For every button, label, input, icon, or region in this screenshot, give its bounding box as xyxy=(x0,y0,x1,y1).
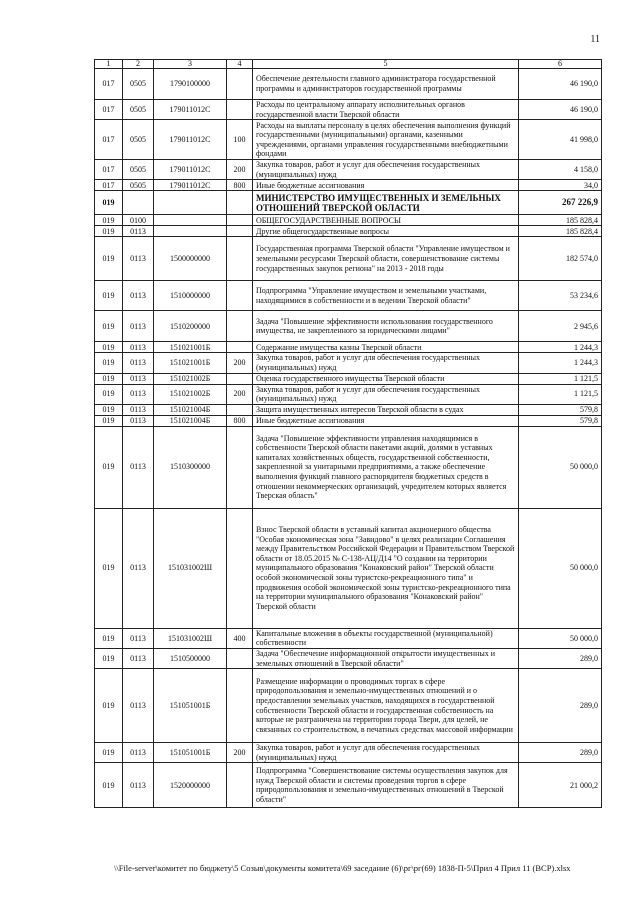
admin-code-cell: 019 xyxy=(95,342,123,353)
description-cell: Закупка товаров, работ и услуг для обеспечения государственных (муниципальных) нужд xyxy=(253,384,519,404)
description-cell: Другие общегосударственные вопросы xyxy=(253,226,519,237)
target-code-cell: 151031002Ш xyxy=(154,508,227,628)
target-code-cell: 151021004Б xyxy=(154,404,227,415)
header-row xyxy=(95,60,602,69)
table-row xyxy=(95,180,602,191)
section-code-cell: 0100 xyxy=(123,215,154,226)
expense-type-cell xyxy=(227,191,253,215)
amount-cell: 1 121,5 xyxy=(519,384,602,404)
amount-cell: 185 828,4 xyxy=(519,226,602,237)
admin-code-cell: 019 xyxy=(95,384,123,404)
table-row xyxy=(95,743,602,763)
section-code-cell: 0113 xyxy=(123,311,154,342)
expense-type-cell xyxy=(227,69,253,100)
section-code-cell: 0505 xyxy=(123,120,154,160)
admin-code-cell: 019 xyxy=(95,628,123,648)
target-code-cell: 1510200000 xyxy=(154,311,227,342)
admin-code-cell: 019 xyxy=(95,415,123,426)
admin-code-cell: 019 xyxy=(95,215,123,226)
description-cell: Подпрограмма "Управление имуществом и земельными участками, находящимися в собственности и в ведении Тверской области" xyxy=(253,281,519,311)
admin-code-cell: 019 xyxy=(95,353,123,373)
header-cell: 1 xyxy=(95,60,123,69)
table-row xyxy=(95,160,602,180)
table-row xyxy=(95,311,602,342)
target-code-cell: 1500000000 xyxy=(154,237,227,281)
amount-cell: 4 158,0 xyxy=(519,160,602,180)
description-cell: Взнос Тверской области в уставный капитал акционерного общества "Особая экономическая зона "Завидово" в целях реализации Соглашения между Правительством Российской Федерации и Правительством Тверской области от 18.05.2015 № С-138-АЦ/Д14 "О создании на территории муниципального образования "Конаковский район" Тверской области особой экономической зоны туристско-рекреационного типа" и продвижения особой экономической зоны туристско-рекреационного типа на территории муниципального образования "Конаковский район" Тверской области xyxy=(253,508,519,628)
amount-cell: 21 000,2 xyxy=(519,763,602,808)
target-code-cell: 151021002Б xyxy=(154,384,227,404)
table-row xyxy=(95,669,602,743)
target-code-cell: 151021004Б xyxy=(154,415,227,426)
target-code-cell: 151021002Б xyxy=(154,373,227,384)
expense-type-cell xyxy=(227,426,253,508)
target-code-cell xyxy=(154,215,227,226)
description-cell: Расходы по центральному аппарату исполнительных органов государственной власти Тверской области xyxy=(253,100,519,120)
expense-type-cell xyxy=(227,342,253,353)
section-code-cell: 0113 xyxy=(123,373,154,384)
description-cell: Задача "Обеспечение информационной открытости имущественных и земельных отношений в Тверской области" xyxy=(253,648,519,668)
expense-type-cell xyxy=(227,404,253,415)
description-cell: Оценка государственного имущества Тверской области xyxy=(253,373,519,384)
target-code-cell: 1510300000 xyxy=(154,426,227,508)
expense-type-cell: 200 xyxy=(227,743,253,763)
expense-type-cell: 800 xyxy=(227,415,253,426)
section-code-cell: 0113 xyxy=(123,226,154,237)
expense-type-cell xyxy=(227,237,253,281)
admin-code-cell: 019 xyxy=(95,404,123,415)
section-code-cell: 0505 xyxy=(123,100,154,120)
table-row xyxy=(95,100,602,120)
target-code-cell: 151031002Ш xyxy=(154,628,227,648)
expense-type-cell: 200 xyxy=(227,353,253,373)
table-row xyxy=(95,415,602,426)
amount-cell: 50 000,0 xyxy=(519,426,602,508)
amount-cell: 289,0 xyxy=(519,669,602,743)
target-code-cell: 179011012С xyxy=(154,180,227,191)
section-code-cell: 0113 xyxy=(123,353,154,373)
target-code-cell: 151021001Б xyxy=(154,353,227,373)
table-row xyxy=(95,237,602,281)
amount-cell: 1 244,3 xyxy=(519,342,602,353)
admin-code-cell: 019 xyxy=(95,508,123,628)
expense-type-cell: 800 xyxy=(227,180,253,191)
table-row xyxy=(95,281,602,311)
target-code-cell: 151051001Б xyxy=(154,669,227,743)
admin-code-cell: 019 xyxy=(95,648,123,668)
expense-type-cell xyxy=(227,100,253,120)
table-row xyxy=(95,215,602,226)
target-code-cell xyxy=(154,226,227,237)
table-row xyxy=(95,648,602,668)
admin-code-cell: 017 xyxy=(95,160,123,180)
description-cell: Задача "Повышение эффективности управления находящимися в собственности Тверской области пакетами акций, долями в уставных капиталах хозяйственных обществ, государственной собственности, закрепленной за унитарными предприятиями, а также обеспечение выполнения функций главного распорядителя бюджетных средств в отношении некоммерческих организаций, учредителем которых является Тверская область" xyxy=(253,426,519,508)
target-code-cell: 179011012С xyxy=(154,100,227,120)
table-row xyxy=(95,120,602,160)
expense-type-cell xyxy=(227,648,253,668)
header-cell: 6 xyxy=(519,60,602,69)
target-code-cell: 1520000000 xyxy=(154,763,227,808)
section-code-cell: 0113 xyxy=(123,342,154,353)
amount-cell: 34,0 xyxy=(519,180,602,191)
header-cell: 2 xyxy=(123,60,154,69)
header-cell: 4 xyxy=(227,60,253,69)
table-row xyxy=(95,384,602,404)
section-code-cell: 0113 xyxy=(123,384,154,404)
section-code-cell: 0113 xyxy=(123,404,154,415)
amount-cell: 2 945,6 xyxy=(519,311,602,342)
section-code-cell: 0113 xyxy=(123,763,154,808)
section-code-cell: 0505 xyxy=(123,180,154,191)
amount-cell: 579,8 xyxy=(519,404,602,415)
target-code-cell xyxy=(154,191,227,215)
description-cell: Содержание имущества казны Тверской области xyxy=(253,342,519,353)
header-cell: 3 xyxy=(154,60,227,69)
description-cell: Задача "Повышение эффективности использования государственного имущества, не закрепленного за юридическими лицами" xyxy=(253,311,519,342)
amount-cell: 289,0 xyxy=(519,648,602,668)
description-cell: Расходы на выплаты персоналу в целях обеспечения выполнения функций государственными (муниципальными) органами, казенными учреждениями, органами управления государственными внебюджетными фондами xyxy=(253,120,519,160)
expense-type-cell xyxy=(227,215,253,226)
section-code-cell: 0113 xyxy=(123,648,154,668)
expense-type-cell: 100 xyxy=(227,120,253,160)
admin-code-cell: 017 xyxy=(95,120,123,160)
description-cell: Закупка товаров, работ и услуг для обеспечения государственных (муниципальных) нужд xyxy=(253,743,519,763)
admin-code-cell: 019 xyxy=(95,311,123,342)
section-code-cell: 0113 xyxy=(123,237,154,281)
admin-code-cell: 019 xyxy=(95,281,123,311)
amount-cell: 1 244,3 xyxy=(519,353,602,373)
section-code-cell: 0113 xyxy=(123,426,154,508)
section-code-cell: 0113 xyxy=(123,743,154,763)
target-code-cell: 151051001Б xyxy=(154,743,227,763)
section-code-cell: 0113 xyxy=(123,415,154,426)
admin-code-cell: 019 xyxy=(95,426,123,508)
table-row xyxy=(95,69,602,100)
section-code-cell: 0113 xyxy=(123,628,154,648)
table-row xyxy=(95,426,602,508)
section-code-cell: 0113 xyxy=(123,669,154,743)
table-row xyxy=(95,763,602,808)
description-cell: Иные бюджетные ассигнования xyxy=(253,180,519,191)
table-row xyxy=(95,628,602,648)
expense-type-cell xyxy=(227,311,253,342)
amount-cell: 579,8 xyxy=(519,415,602,426)
target-code-cell: 1790100000 xyxy=(154,69,227,100)
expense-type-cell xyxy=(227,669,253,743)
page-number: 11 xyxy=(590,34,600,45)
description-cell: ОБЩЕГОСУДАРСТВЕННЫЕ ВОПРОСЫ xyxy=(253,215,519,226)
amount-cell: 41 998,0 xyxy=(519,120,602,160)
section-code-cell: 0113 xyxy=(123,508,154,628)
expense-type-cell: 200 xyxy=(227,384,253,404)
section-code-cell: 0113 xyxy=(123,281,154,311)
file-path-footer: \\File-server\комитет по бюджету\5 Созыв\документы комитета\69 заседание (6)\рг\рг(69) 1838-П-5\Прил 4 Прил 11 (ВСР).xlsx xyxy=(114,863,571,873)
expense-type-cell xyxy=(227,763,253,808)
amount-cell: 50 000,0 xyxy=(519,508,602,628)
admin-code-cell: 019 xyxy=(95,226,123,237)
description-cell: МИНИСТЕРСТВО ИМУЩЕСТВЕННЫХ И ЗЕМЕЛЬНЫХ ОТНОШЕНИЙ ТВЕРСКОЙ ОБЛАСТИ xyxy=(253,191,519,215)
admin-code-cell: 019 xyxy=(95,743,123,763)
admin-code-cell: 019 xyxy=(95,373,123,384)
description-cell: Размещение информации о проводимых торгах в сфере природопользования и земельно-имущественных отношений и о предоставлении земельных участков, находящихся в государственной собственности Тверской области и государственная собственность на которые не разграничена на территории города Твери, для целей, не связанных со строительством, в печатных средствах массовой информации xyxy=(253,669,519,743)
description-cell: Государственная программа Тверской области "Управление имуществом и земельными ресурсами Тверской области, совершенствование системы государственных закупок региона" на 2013 - 2018 годы xyxy=(253,237,519,281)
description-cell: Обеспечение деятельности главного администратора государственной программы и администраторов государственной программы xyxy=(253,69,519,100)
table-row xyxy=(95,226,602,237)
amount-cell: 50 000,0 xyxy=(519,628,602,648)
target-code-cell: 179011012С xyxy=(154,120,227,160)
admin-code-cell: 019 xyxy=(95,763,123,808)
admin-code-cell: 017 xyxy=(95,180,123,191)
expense-type-cell xyxy=(227,373,253,384)
admin-code-cell: 017 xyxy=(95,100,123,120)
amount-cell: 1 121,5 xyxy=(519,373,602,384)
admin-code-cell: 017 xyxy=(95,69,123,100)
admin-code-cell: 019 xyxy=(95,669,123,743)
amount-cell: 267 226,9 xyxy=(519,191,602,215)
target-code-cell: 1510000000 xyxy=(154,281,227,311)
description-cell: Защита имущественных интересов Тверской области в судах xyxy=(253,404,519,415)
admin-code-cell: 019 xyxy=(95,191,123,215)
amount-cell: 289,0 xyxy=(519,743,602,763)
description-cell: Закупка товаров, работ и услуг для обеспечения государственных (муниципальных) нужд xyxy=(253,353,519,373)
table-row xyxy=(95,191,602,215)
expense-type-cell xyxy=(227,508,253,628)
section-code-cell: 0505 xyxy=(123,69,154,100)
description-cell: Капитальные вложения в объекты государственной (муниципальной) собственности xyxy=(253,628,519,648)
table-row xyxy=(95,404,602,415)
amount-cell: 53 234,6 xyxy=(519,281,602,311)
admin-code-cell: 019 xyxy=(95,237,123,281)
expense-type-cell: 400 xyxy=(227,628,253,648)
section-code-cell xyxy=(123,191,154,215)
header-cell: 5 xyxy=(253,60,519,69)
description-cell: Иные бюджетные ассигнования xyxy=(253,415,519,426)
amount-cell: 185 828,4 xyxy=(519,215,602,226)
expense-type-cell xyxy=(227,226,253,237)
description-cell: Закупка товаров, работ и услуг для обеспечения государственных (муниципальных) нужд xyxy=(253,160,519,180)
section-code-cell: 0505 xyxy=(123,160,154,180)
budget-table xyxy=(94,59,602,808)
expense-type-cell: 200 xyxy=(227,160,253,180)
target-code-cell: 1510500000 xyxy=(154,648,227,668)
table-row xyxy=(95,373,602,384)
amount-cell: 46 190,0 xyxy=(519,69,602,100)
expense-type-cell xyxy=(227,281,253,311)
target-code-cell: 179011012С xyxy=(154,160,227,180)
target-code-cell: 151021001Б xyxy=(154,342,227,353)
amount-cell: 182 574,0 xyxy=(519,237,602,281)
table-row xyxy=(95,508,602,628)
table-row xyxy=(95,342,602,353)
table-row xyxy=(95,353,602,373)
amount-cell: 46 190,0 xyxy=(519,100,602,120)
description-cell: Подпрограмма "Совершенствование системы осуществления закупок для нужд Тверской области и системы проведения торгов в сфере природопользования и земельно-имущественных отношений в Тверской области" xyxy=(253,763,519,808)
